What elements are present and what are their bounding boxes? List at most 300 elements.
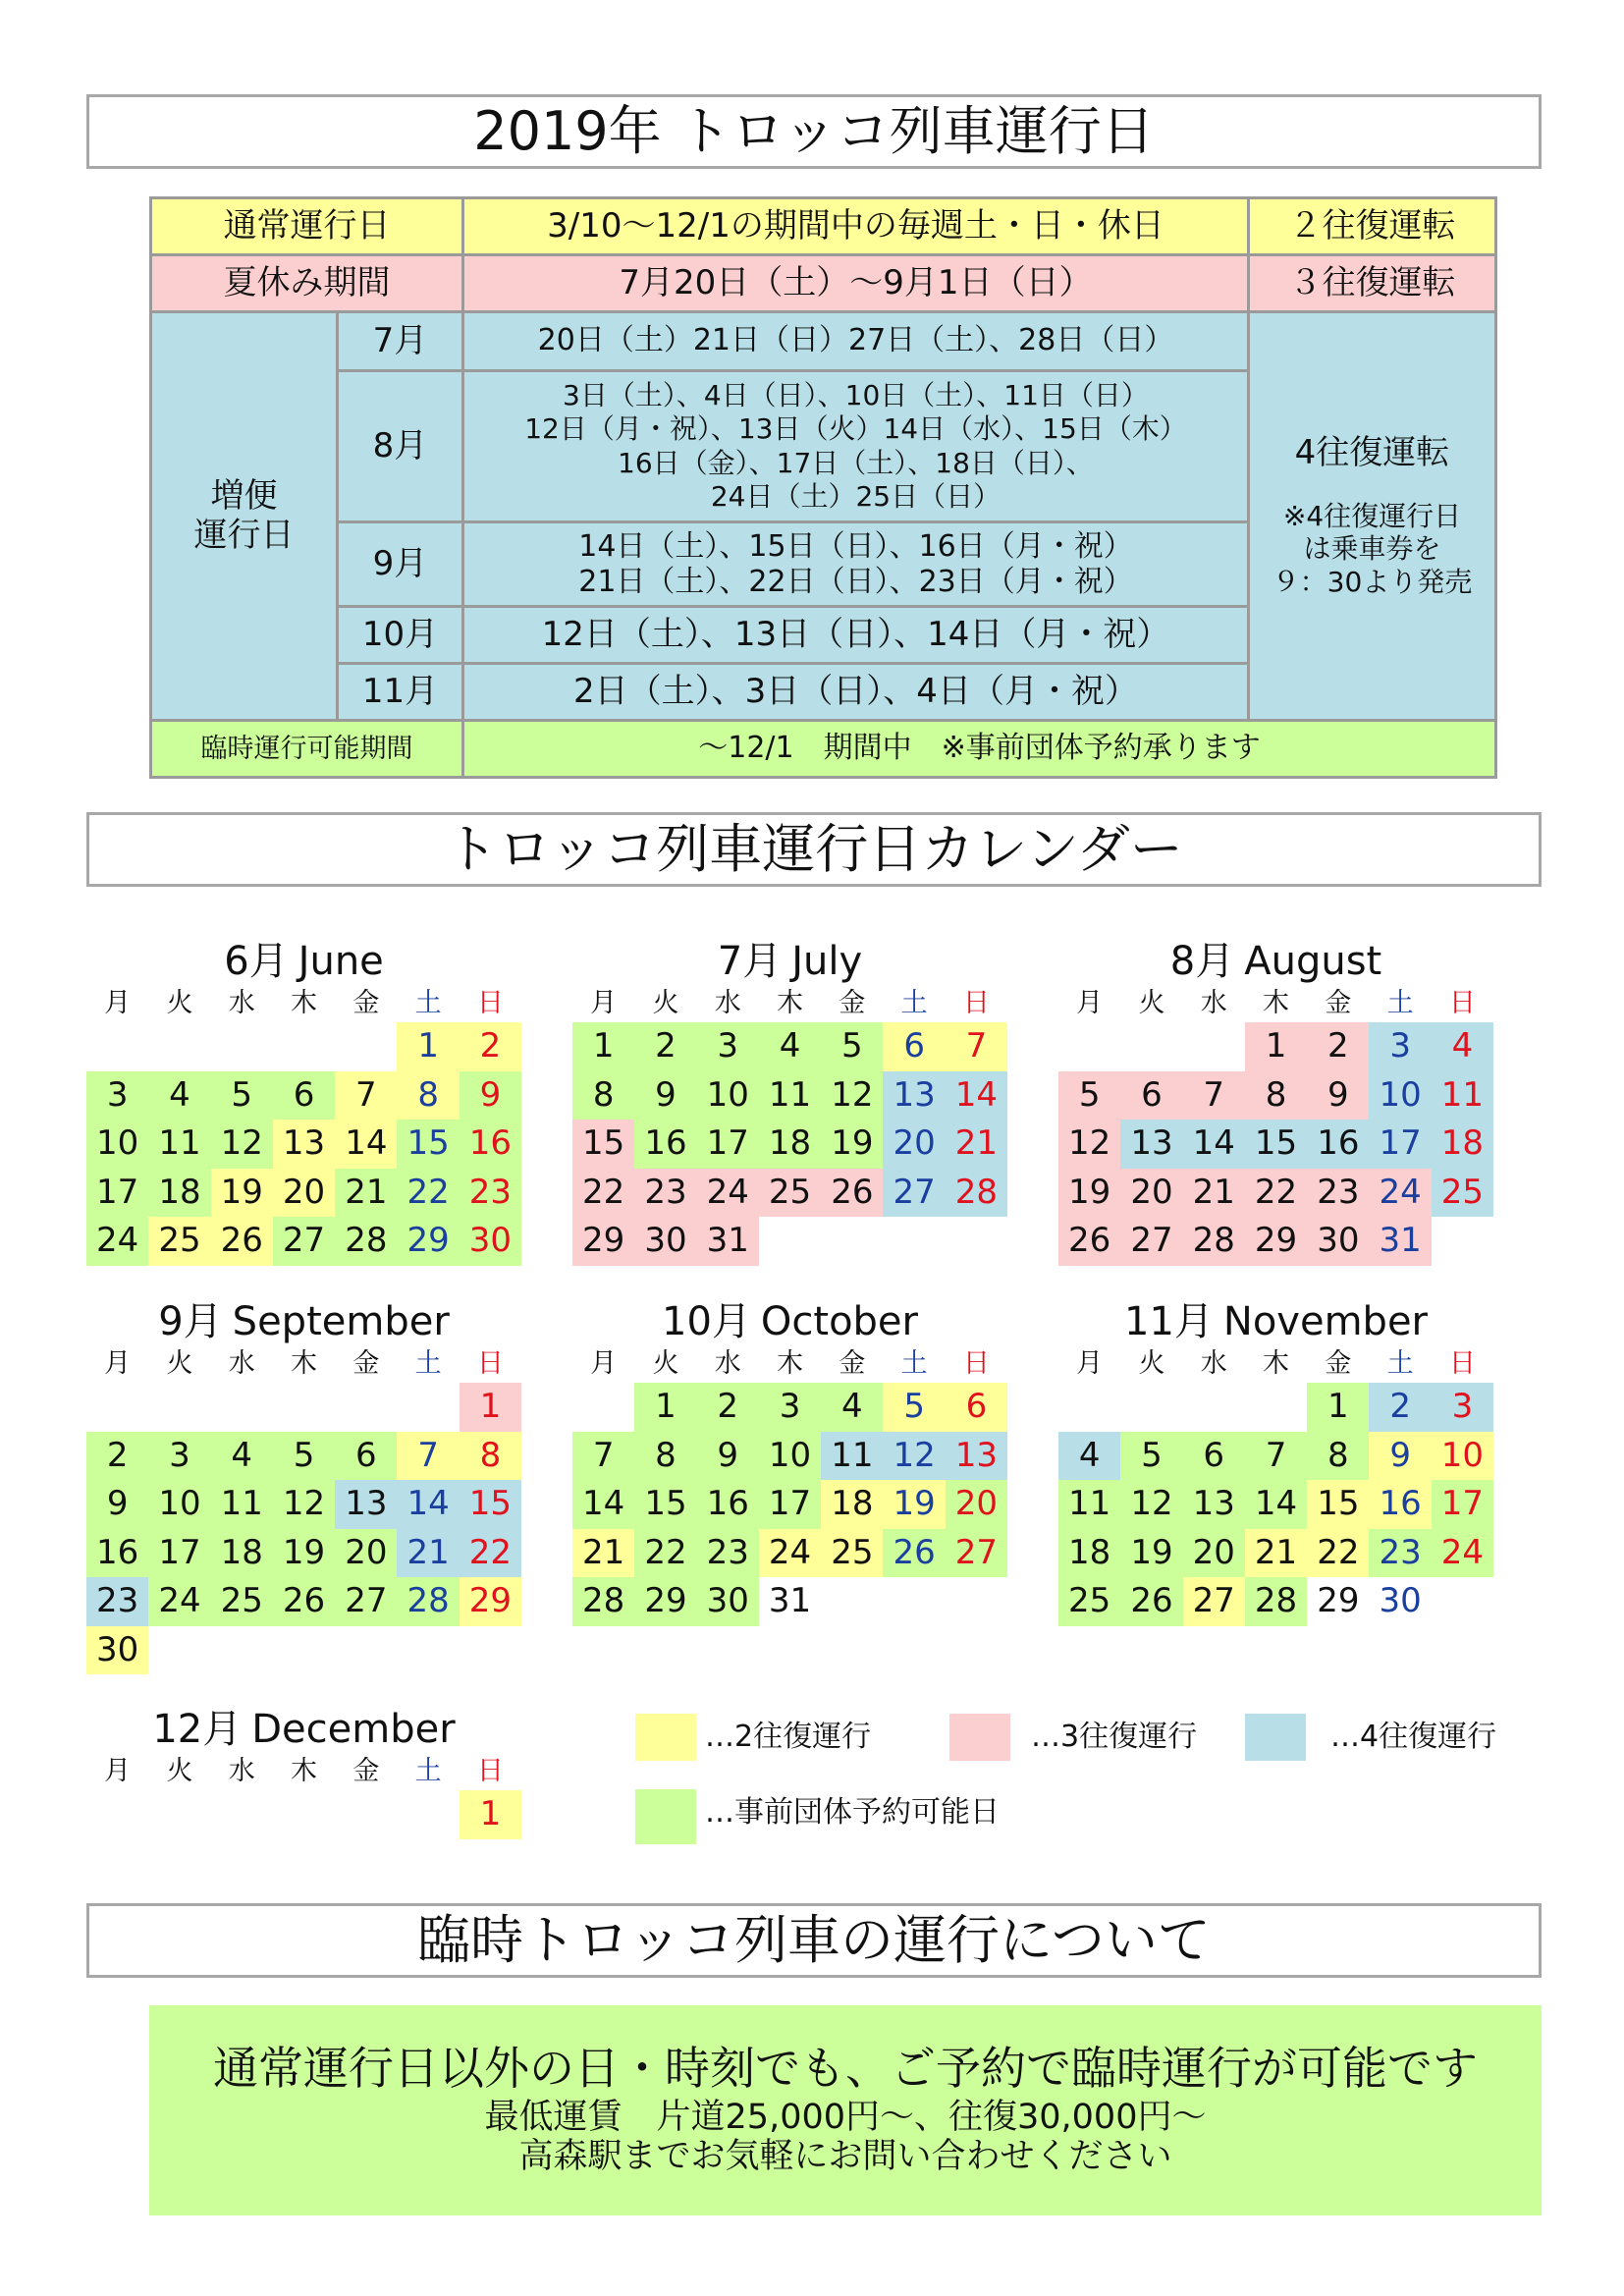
day-cell: 20 [1183, 1529, 1245, 1578]
empty-cell [211, 1383, 273, 1432]
day-cell: 13 [946, 1432, 1007, 1481]
calendar-grid [572, 985, 1007, 1266]
weekday-header: 土 [414, 1348, 442, 1379]
month-title [572, 1298, 1007, 1345]
day-cell: 29 [460, 1577, 521, 1626]
day-cell: 15 [1245, 1120, 1307, 1169]
empty-cell [86, 1383, 148, 1432]
legend-green-swatch [635, 1789, 696, 1844]
weekday-header: 日 [476, 1756, 504, 1786]
weekday-header: 木 [777, 988, 804, 1018]
day-cell: 29 [397, 1217, 459, 1266]
day-cell: 3 [1432, 1383, 1493, 1432]
weekday-header: 日 [962, 1348, 990, 1379]
weekday-header: 木 [291, 988, 318, 1018]
weekday-header: 土 [414, 1756, 442, 1786]
day-cell: 29 [1245, 1217, 1307, 1266]
day-cell: 5 [211, 1071, 273, 1121]
month-calendar [86, 1298, 521, 1674]
day-cell: 12 [211, 1120, 273, 1169]
day-cell: 4 [1432, 1022, 1493, 1071]
day-cell: 8 [572, 1071, 634, 1121]
month-title [86, 938, 521, 985]
notice-line3: 高森駅までお気軽にお問い合わせください [518, 2137, 1172, 2176]
month-calendar [1058, 938, 1493, 1266]
day-cell: 22 [572, 1169, 634, 1218]
weekday-header: 日 [476, 1348, 504, 1379]
empty-cell [397, 1383, 459, 1432]
day-cell: 10 [1432, 1432, 1493, 1481]
day-cell: 16 [697, 1480, 759, 1529]
day-cell: 25 [1058, 1577, 1120, 1626]
day-cell: 9 [634, 1071, 696, 1121]
month-title-en: December [251, 1707, 456, 1752]
day-cell: 6 [1183, 1432, 1245, 1481]
extra-days: 12日（土）、13日（日）、14日（月・祝） [463, 607, 1249, 664]
day-cell: 13 [883, 1071, 945, 1121]
weekday-header: 金 [1325, 988, 1352, 1018]
day-cell: 16 [460, 1120, 521, 1169]
weekday-header: 水 [228, 988, 255, 1018]
weekday-header: 日 [962, 988, 990, 1018]
extra-trips-cell [1249, 312, 1496, 721]
day-cell: 21 [946, 1120, 1007, 1169]
weekday-header: 土 [1386, 1348, 1414, 1379]
day-cell: 11 [1058, 1480, 1120, 1529]
temp-label: 臨時運行可能期間 [151, 721, 463, 778]
day-cell: 21 [1245, 1529, 1307, 1578]
schedule-table [149, 196, 1497, 779]
day-cell: 5 [1058, 1071, 1120, 1121]
day-cell: 16 [1369, 1480, 1431, 1529]
month-title [572, 938, 1007, 985]
day-cell: 10 [697, 1071, 759, 1121]
day-cell: 19 [1120, 1529, 1182, 1578]
day-cell: 29 [634, 1577, 696, 1626]
day-cell: 16 [634, 1120, 696, 1169]
day-cell: 11 [821, 1432, 883, 1481]
day-cell: 24 [759, 1529, 821, 1578]
weekday-header: 水 [714, 1348, 741, 1379]
extra-trips: 4往復運転 [1294, 432, 1450, 472]
day-cell: 11 [1432, 1071, 1493, 1121]
empty-cell [86, 1022, 148, 1071]
day-cell: 14 [397, 1480, 459, 1529]
empty-cell [1245, 1383, 1307, 1432]
weekday-header: 火 [166, 988, 193, 1018]
day-cell: 30 [460, 1217, 521, 1266]
day-cell: 28 [572, 1577, 634, 1626]
day-cell: 6 [946, 1383, 1007, 1432]
day-cell: 4 [1058, 1432, 1120, 1481]
extra-days: 20日（土）21日（日）27日（土）、28日（日） [463, 312, 1249, 371]
day-cell: 9 [86, 1480, 148, 1529]
day-cell: 23 [86, 1577, 148, 1626]
day-cell: 6 [335, 1432, 397, 1481]
day-cell: 4 [148, 1071, 210, 1121]
month-title [1058, 1298, 1493, 1345]
normal-period: 3/10〜12/1の期間中の毎週土・日・休日 [463, 198, 1249, 255]
day-cell: 30 [634, 1217, 696, 1266]
empty-cell [335, 1790, 397, 1839]
day-cell: 13 [1183, 1480, 1245, 1529]
weekday-header: 水 [1200, 1348, 1227, 1379]
day-cell: 6 [273, 1071, 335, 1121]
month-calendar [572, 1298, 1007, 1626]
day-cell: 5 [1120, 1432, 1182, 1481]
day-cell: 5 [821, 1022, 883, 1071]
extra-month: 10月 [338, 607, 463, 664]
calendar-grid [572, 1345, 1007, 1626]
extra-label: 増便 運行日 [151, 312, 338, 721]
day-cell: 3 [148, 1432, 210, 1481]
day-cell: 14 [572, 1480, 634, 1529]
weekday-header: 木 [291, 1348, 318, 1379]
weekday-header: 土 [414, 988, 442, 1018]
day-cell: 5 [273, 1432, 335, 1481]
calendar-grid [1058, 985, 1493, 1266]
weekday-header: 土 [900, 988, 928, 1018]
day-cell: 30 [86, 1626, 148, 1675]
day-cell: 31 [1369, 1217, 1431, 1266]
day-cell: 19 [821, 1120, 883, 1169]
day-cell: 9 [460, 1071, 521, 1121]
normal-label: 通常運行日 [151, 198, 463, 255]
extra-month: 8月 [338, 371, 463, 522]
weekday-header: 金 [352, 1348, 380, 1379]
day-cell: 24 [1432, 1529, 1493, 1578]
empty-cell [273, 1790, 335, 1839]
day-cell: 22 [1245, 1169, 1307, 1218]
weekday-header: 月 [104, 988, 132, 1018]
day-cell: 21 [1183, 1169, 1245, 1218]
day-cell: 20 [883, 1120, 945, 1169]
legend-blue-label: …4往復運行 [1330, 1720, 1497, 1754]
day-cell: 2 [1307, 1022, 1369, 1071]
day-cell: 23 [697, 1529, 759, 1578]
empty-cell [148, 1790, 210, 1839]
day-cell: 20 [273, 1169, 335, 1218]
temp-period: 〜12/1 期間中 ※事前団体予約承ります [463, 721, 1496, 778]
day-cell: 30 [1307, 1217, 1369, 1266]
day-cell: 19 [273, 1529, 335, 1578]
day-cell: 15 [397, 1120, 459, 1169]
day-cell: 4 [821, 1383, 883, 1432]
day-cell: 2 [86, 1432, 148, 1481]
month-title [86, 1298, 521, 1345]
day-cell: 23 [1307, 1169, 1369, 1218]
weekday-header: 火 [1138, 1348, 1165, 1379]
day-cell: 25 [148, 1217, 210, 1266]
day-cell: 9 [1369, 1432, 1431, 1481]
empty-cell [86, 1790, 148, 1839]
day-cell: 14 [335, 1120, 397, 1169]
empty-cell [211, 1790, 273, 1839]
empty-cell [1120, 1383, 1182, 1432]
calendar-grid [86, 985, 521, 1266]
empty-cell [148, 1022, 210, 1071]
empty-cell [273, 1022, 335, 1071]
weekday-header: 月 [590, 988, 618, 1018]
day-cell: 16 [86, 1529, 148, 1578]
legend-yellow-swatch [635, 1714, 696, 1761]
month-title-en: June [298, 939, 384, 984]
weekday-header: 火 [166, 1756, 193, 1786]
day-cell: 26 [1058, 1217, 1120, 1266]
day-cell: 28 [335, 1217, 397, 1266]
day-cell: 28 [946, 1169, 1007, 1218]
weekday-header: 金 [839, 1348, 866, 1379]
day-cell: 10 [86, 1120, 148, 1169]
summer-period: 7月20日（土）〜9月1日（日） [463, 255, 1249, 312]
day-cell: 8 [634, 1432, 696, 1481]
day-cell: 17 [86, 1169, 148, 1218]
empty-cell [273, 1383, 335, 1432]
day-cell: 1 [634, 1383, 696, 1432]
legend-green-label: …事前団体予約可能日 [705, 1795, 1000, 1830]
weekday-header: 木 [1263, 988, 1290, 1018]
weekday-header: 木 [1263, 1348, 1290, 1379]
day-cell: 15 [1307, 1480, 1369, 1529]
day-cell: 26 [883, 1529, 945, 1578]
day-cell: 27 [335, 1577, 397, 1626]
day-cell: 1 [572, 1022, 634, 1071]
legend-blue-swatch [1245, 1714, 1306, 1761]
day-cell: 27 [883, 1169, 945, 1218]
day-cell: 1 [1307, 1383, 1369, 1432]
day-cell: 3 [697, 1022, 759, 1071]
day-cell: 21 [335, 1169, 397, 1218]
empty-cell [148, 1383, 210, 1432]
empty-cell [1183, 1022, 1245, 1071]
day-cell: 12 [883, 1432, 945, 1481]
day-cell: 18 [759, 1120, 821, 1169]
summer-trips: ３往復運転 [1249, 255, 1496, 312]
day-cell: 13 [273, 1120, 335, 1169]
day-cell: 2 [697, 1383, 759, 1432]
day-cell: 11 [759, 1071, 821, 1121]
extra-note: ※4往復運行日 は乗車券を ９：30より発売 [1272, 499, 1473, 598]
month-calendar [1058, 1298, 1493, 1626]
day-cell: 22 [397, 1169, 459, 1218]
empty-cell [1120, 1022, 1182, 1071]
day-cell: 25 [211, 1577, 273, 1626]
day-cell: 7 [946, 1022, 1007, 1071]
legend-yellow-label: …2往復運行 [705, 1720, 872, 1754]
day-cell: 11 [148, 1120, 210, 1169]
day-cell: 24 [1369, 1169, 1431, 1218]
day-cell: 31 [697, 1217, 759, 1266]
day-cell: 9 [697, 1432, 759, 1481]
weekday-header: 日 [1448, 1348, 1476, 1379]
month-calendar [572, 938, 1007, 1266]
notice-line1: 通常運行日以外の日・時刻でも、ご予約で臨時運行が可能です [213, 2042, 1478, 2095]
day-cell: 19 [211, 1169, 273, 1218]
day-cell: 14 [946, 1071, 1007, 1121]
day-cell: 2 [460, 1022, 521, 1071]
day-cell: 1 [460, 1383, 521, 1432]
day-cell: 20 [946, 1480, 1007, 1529]
day-cell: 18 [211, 1529, 273, 1578]
day-cell: 25 [759, 1169, 821, 1218]
day-cell: 4 [211, 1432, 273, 1481]
month-title-jp: 10月 [662, 1299, 751, 1344]
extra-days: 3日（土）、4日（日）、10日（土）、11日（日） 12日（月・祝）、13日（火）14日（水）、15日（木） 16日（金）、17日（土）、18日（日）、 24日（土）25日（日） [463, 371, 1249, 522]
day-cell: 9 [1307, 1071, 1369, 1121]
weekday-header: 金 [352, 1756, 380, 1786]
day-cell: 13 [335, 1480, 397, 1529]
day-cell: 29 [1317, 1581, 1360, 1620]
day-cell: 7 [335, 1071, 397, 1121]
legend-pink-swatch [949, 1714, 1010, 1761]
empty-cell [397, 1790, 459, 1839]
empty-cell [1058, 1022, 1120, 1071]
day-cell: 8 [460, 1432, 521, 1481]
day-cell: 2 [634, 1022, 696, 1071]
day-cell: 31 [768, 1581, 812, 1620]
day-cell: 28 [397, 1577, 459, 1626]
weekday-header: 月 [104, 1348, 132, 1379]
weekday-header: 火 [652, 1348, 679, 1379]
day-cell: 23 [634, 1169, 696, 1218]
day-cell: 28 [1245, 1577, 1307, 1626]
day-cell: 17 [1432, 1480, 1493, 1529]
day-cell: 19 [883, 1480, 945, 1529]
weekday-header: 月 [1076, 988, 1104, 1018]
day-cell: 24 [697, 1169, 759, 1218]
page-title: 2019年 トロッコ列車運行日 [86, 94, 1542, 169]
month-title-jp: 6月 [224, 939, 289, 984]
day-cell: 11 [211, 1480, 273, 1529]
day-cell: 22 [634, 1529, 696, 1578]
day-cell: 26 [821, 1169, 883, 1218]
weekday-header: 金 [1325, 1348, 1352, 1379]
day-cell: 17 [759, 1480, 821, 1529]
day-cell: 10 [759, 1432, 821, 1481]
day-cell: 25 [821, 1529, 883, 1578]
day-cell: 27 [273, 1217, 335, 1266]
empty-cell [211, 1022, 273, 1071]
month-title [1058, 938, 1493, 985]
empty-cell [1183, 1383, 1245, 1432]
day-cell: 18 [1432, 1120, 1493, 1169]
weekday-header: 土 [1386, 988, 1414, 1018]
day-cell: 25 [1432, 1169, 1493, 1218]
day-cell: 26 [1120, 1577, 1182, 1626]
month-title [86, 1706, 521, 1753]
calendar-section-title: トロッコ列車運行日カレンダー [86, 812, 1542, 887]
weekday-header: 木 [777, 1348, 804, 1379]
calendar-grid [86, 1345, 521, 1674]
day-cell: 15 [572, 1120, 634, 1169]
day-cell: 12 [821, 1071, 883, 1121]
weekday-header: 日 [476, 988, 504, 1018]
day-cell: 27 [946, 1529, 1007, 1578]
weekday-header: 月 [1076, 1348, 1104, 1379]
day-cell: 10 [1369, 1071, 1431, 1121]
month-title-en: October [760, 1299, 918, 1344]
extra-days: 2日（土）、3日（日）、4日（月・祝） [463, 664, 1249, 721]
legend-pink-label: …3往復運行 [1031, 1720, 1198, 1754]
weekday-header: 火 [1138, 988, 1165, 1018]
month-title-jp: 7月 [717, 939, 783, 984]
day-cell: 21 [572, 1529, 634, 1578]
calendar-grid [1058, 1345, 1493, 1626]
day-cell: 28 [1183, 1217, 1245, 1266]
day-cell: 14 [1245, 1480, 1307, 1529]
normal-trips: ２往復運転 [1249, 198, 1496, 255]
extra-month: 11月 [338, 664, 463, 721]
day-cell: 1 [1245, 1022, 1307, 1071]
day-cell: 6 [883, 1022, 945, 1071]
day-cell: 15 [634, 1480, 696, 1529]
calendar-grid [86, 1753, 521, 1839]
day-cell: 3 [1369, 1022, 1431, 1071]
day-cell: 8 [1245, 1071, 1307, 1121]
day-cell: 18 [821, 1480, 883, 1529]
day-cell: 21 [397, 1529, 459, 1578]
weekday-header: 金 [352, 988, 380, 1018]
month-calendar [86, 1706, 521, 1839]
empty-cell [1058, 1383, 1120, 1432]
day-cell: 27 [1183, 1577, 1245, 1626]
day-cell: 5 [883, 1383, 945, 1432]
day-cell: 8 [1307, 1432, 1369, 1481]
weekday-header: 木 [291, 1756, 318, 1786]
day-cell: 12 [1120, 1480, 1182, 1529]
month-title-en: September [232, 1299, 450, 1344]
weekday-header: 水 [1200, 988, 1227, 1018]
day-cell: 17 [697, 1120, 759, 1169]
day-cell: 2 [1369, 1383, 1431, 1432]
month-title-en: August [1244, 939, 1382, 984]
extra-month: 7月 [338, 312, 463, 371]
day-cell: 30 [1379, 1581, 1422, 1620]
extra-days: 14日（土）、15日（日）、16日（月・祝） 21日（土）、22日（日）、23日（月・祝） [463, 522, 1249, 607]
day-cell: 22 [1307, 1529, 1369, 1578]
empty-cell [335, 1022, 397, 1071]
day-cell: 1 [460, 1790, 521, 1839]
day-cell: 20 [1120, 1169, 1182, 1218]
day-cell: 12 [273, 1480, 335, 1529]
day-cell: 7 [1183, 1071, 1245, 1121]
weekday-header: 月 [590, 1348, 618, 1379]
empty-cell [572, 1383, 634, 1432]
day-cell: 18 [1058, 1529, 1120, 1578]
day-cell: 6 [1120, 1071, 1182, 1121]
day-cell: 7 [1245, 1432, 1307, 1481]
weekday-header: 土 [900, 1348, 928, 1379]
weekday-header: 火 [166, 1348, 193, 1379]
day-cell: 17 [148, 1529, 210, 1578]
day-cell: 3 [86, 1071, 148, 1121]
month-title-en: November [1222, 1299, 1428, 1344]
day-cell: 13 [1120, 1120, 1182, 1169]
month-title-jp: 9月 [158, 1299, 223, 1344]
weekday-header: 水 [228, 1348, 255, 1379]
month-calendar [86, 938, 521, 1266]
day-cell: 10 [148, 1480, 210, 1529]
notice-box [149, 2005, 1542, 2215]
month-title-jp: 8月 [1169, 939, 1235, 984]
month-title-jp: 11月 [1124, 1299, 1214, 1344]
day-cell: 8 [397, 1071, 459, 1121]
day-cell: 22 [460, 1529, 521, 1578]
month-title-en: July [791, 939, 863, 984]
extra-month: 9月 [338, 522, 463, 607]
summer-label: 夏休み期間 [151, 255, 463, 312]
day-cell: 1 [397, 1022, 459, 1071]
